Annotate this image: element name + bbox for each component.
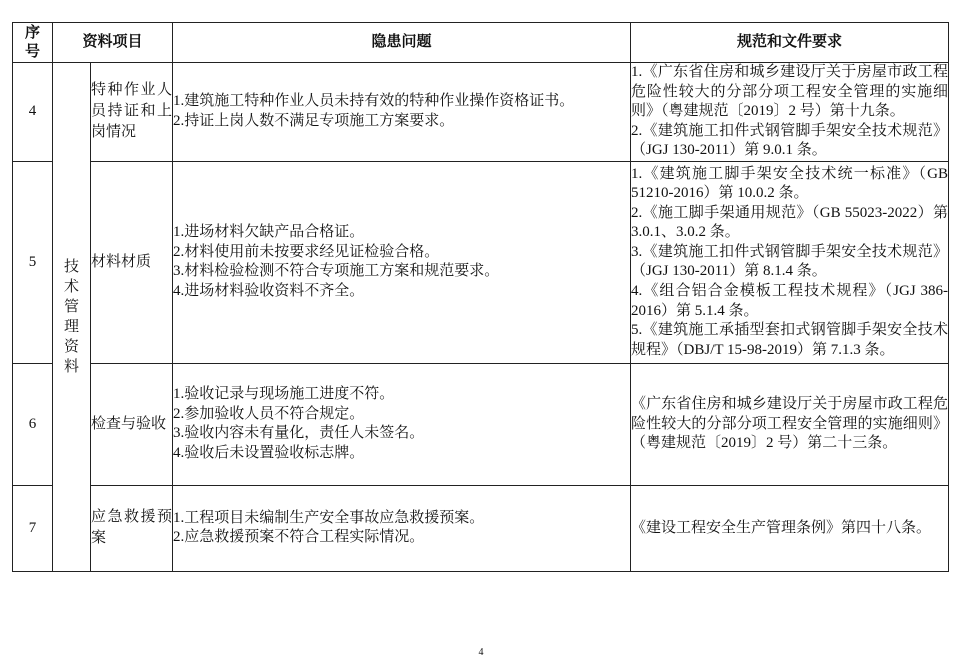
issue-item: 2.材料使用前未按要求经见证检验合格。 (173, 243, 440, 260)
issue-cell (173, 363, 631, 485)
seq-cell (13, 63, 53, 162)
rule-item: 1.《广东省住房和城乡建设厅关于房屋市政工程危险性较大的分部分项工程安全管理的实施细则》（粤建规范〔2019〕2 号）第十九条。 (631, 64, 949, 120)
item-label: 应急救援预案 (91, 509, 173, 547)
item-label: 特种作业人员持证和上岗情况 (91, 82, 173, 141)
rule-cell (631, 485, 949, 571)
seq-cell (13, 363, 53, 485)
header-item (53, 23, 173, 63)
item-cell (91, 161, 173, 363)
issue-item: 3.材料检验检测不符合专项施工方案和规范要求。 (173, 263, 500, 280)
seq-cell (13, 161, 53, 363)
page-number: 4 (478, 647, 484, 658)
header-issue-label: 隐患问题 (371, 34, 432, 50)
seq-number: 6 (28, 415, 37, 432)
seq-cell (13, 485, 53, 571)
rule-item: 5.《建筑施工承插型套扣式钢管脚手架安全技术规程》（DBJ/T 15-98-2019）第 7.1.3 条。 (631, 322, 949, 358)
item-cell (91, 63, 173, 162)
seq-number: 4 (28, 103, 37, 120)
rule-cell (631, 363, 949, 485)
issue-item: 1.验收记录与现场施工进度不符。 (173, 386, 395, 403)
header-seq (13, 23, 53, 63)
issue-cell (173, 485, 631, 571)
header-item-label: 资料项目 (82, 34, 143, 50)
table-row (13, 161, 949, 363)
rule-cell (631, 161, 949, 363)
hazard-table (12, 22, 949, 572)
category-cell (53, 63, 91, 572)
table-row (13, 363, 949, 485)
issue-cell (173, 161, 631, 363)
issue-item: 4.验收后未设置验收标志牌。 (173, 445, 365, 462)
item-cell (91, 363, 173, 485)
rule-item: 《广东省住房和城乡建设厅关于房屋市政工程危险性较大的分部分项工程安全管理的实施细则》（粤建规范〔2019〕2 号）第二十三条。 (631, 396, 949, 452)
item-label: 材料材质 (91, 253, 152, 270)
item-cell (91, 485, 173, 571)
issue-item: 1.建筑施工特种作业人员未持有效的特种作业操作资格证书。 (173, 93, 575, 110)
issue-cell (173, 63, 631, 162)
issue-item: 1.工程项目未编制生产安全事故应急救援预案。 (173, 509, 485, 526)
seq-number: 5 (28, 253, 37, 270)
item-label: 检查与验收 (91, 415, 167, 432)
rule-item: 《建设工程安全生产管理条例》第四十八条。 (631, 519, 932, 536)
header-row (13, 23, 949, 63)
rule-item: 3.《建筑施工扣件式钢管脚手架安全技术规范》（JGJ 130-2011）第 8.1.4 条。 (631, 243, 949, 280)
issue-item: 4.进场材料验收资料不齐全。 (173, 283, 365, 300)
header-rule (631, 23, 949, 63)
issue-item: 3.验收内容未有量化，责任人未签名。 (173, 425, 425, 442)
rule-item: 2.《施工脚手架通用规范》（GB 55023-2022）第 3.0.1、3.0.2 条。 (631, 204, 949, 241)
table-row (13, 63, 949, 162)
table-row (13, 485, 949, 571)
rule-item: 2.《建筑施工扣件式钢管脚手架安全技术规范》（JGJ 130-2011）第 9.0.1 条。 (631, 122, 949, 159)
header-issue (173, 23, 631, 63)
issue-item: 1.进场材料欠缺产品合格证。 (173, 224, 365, 241)
issue-item: 2.持证上岗人数不满足专项施工方案要求。 (173, 112, 455, 129)
issue-item: 2.应急救援预案不符合工程实际情况。 (173, 529, 425, 546)
header-seq-label: 序号 (25, 24, 41, 60)
rule-cell (631, 63, 949, 162)
rule-item: 4.《组合铝合金模板工程技术规程》（JGJ 386-2016）第 5.1.4 条。 (631, 283, 949, 319)
rule-item: 1.《建筑施工脚手架安全技术统一标准》（GB 51210-2016）第 10.0.2 条。 (631, 165, 949, 202)
issue-item: 2.参加验收人员不符合规定。 (173, 405, 365, 422)
header-rule-label: 规范和文件要求 (737, 34, 843, 50)
category-label: 技术管理资料 (64, 258, 80, 375)
seq-number: 7 (28, 519, 37, 536)
